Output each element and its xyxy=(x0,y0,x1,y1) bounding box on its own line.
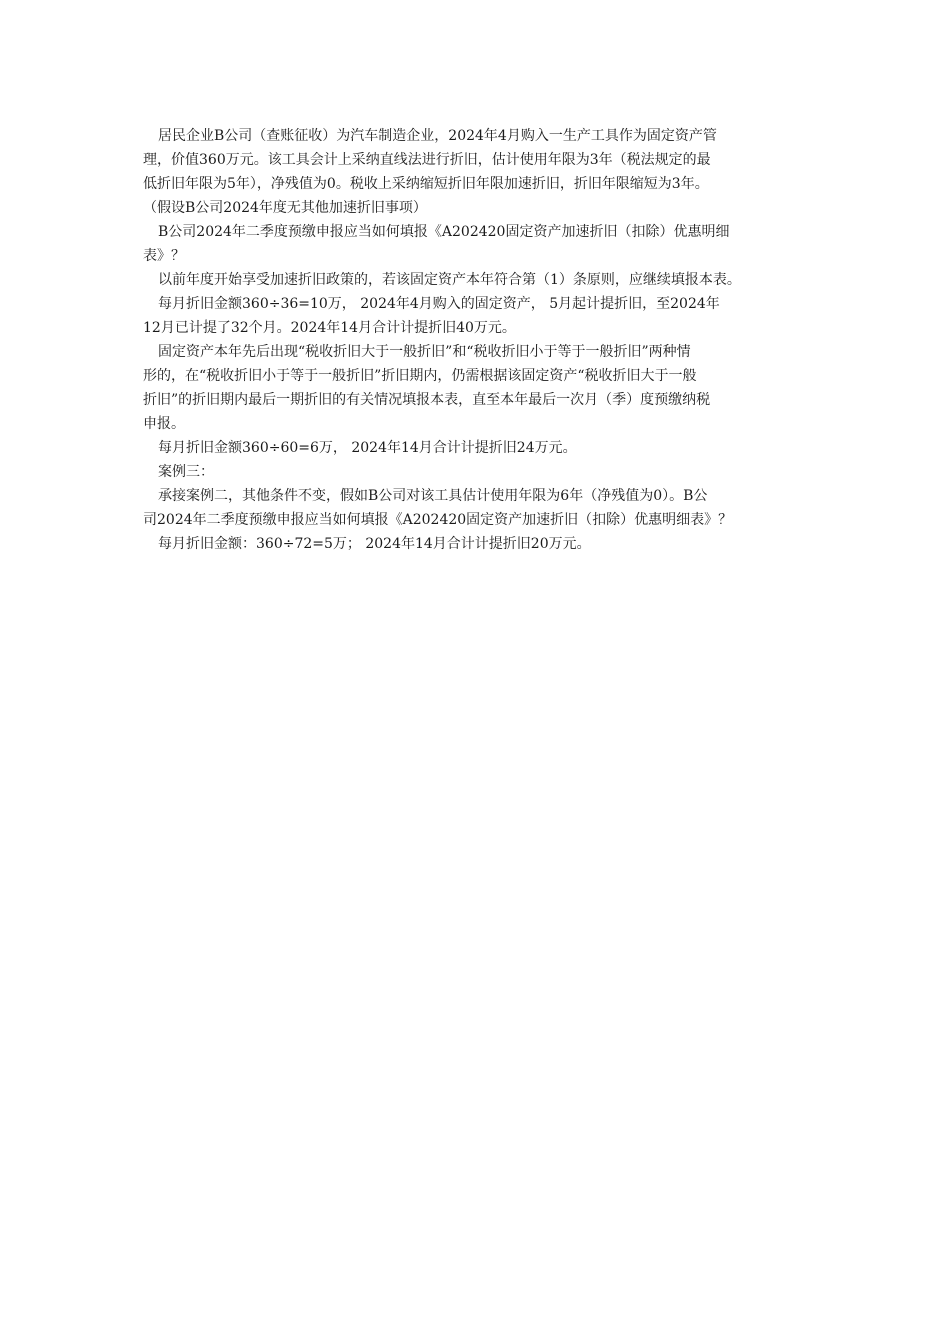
text-line-2: 理，价值360万元。该工具会计上采纳直线法进行折旧，估计使用年限为3年（税法规定的最 xyxy=(143,152,711,168)
text-line-10: 固定资产本年先后出现“税收折旧大于一般折旧”和“税收折旧小于等于一般折旧”两种情 xyxy=(158,344,691,360)
text-line-13: 申报。 xyxy=(143,416,185,432)
text-line-7: 以前年度开始享受加速折旧政策的，若该固定资产本年符合第（1）条原则，应继续填报本表。 xyxy=(158,272,741,288)
text-line-9: 12月已计提了32个月。2024年14月合计计提折旧40万元。 xyxy=(143,320,516,336)
text-line-16: 承接案例二，其他条件不变，假如B公司对该工具估计使用年限为6年（净残值为0）。B公 xyxy=(158,488,708,504)
text-line-3: 低折旧年限为5年），净残值为0。税收上采纳缩短折旧年限加速折旧，折旧年限缩短为3年。 xyxy=(143,176,709,192)
text-line-1: 居民企业B公司（查账征收）为汽车制造企业，2024年4月购入一生产工具作为固定资产管 xyxy=(158,128,717,144)
text-line-5: B公司2024年二季度预缴申报应当如何填报《A202420固定资产加速折旧（扣除）优惠明细 xyxy=(158,224,730,240)
text-line-15: 案例三： xyxy=(158,464,214,480)
text-line-18: 每月折旧金额：360÷72=5万； 2024年14月合计计提折旧20万元。 xyxy=(158,536,591,552)
text-line-17: 司2024年二季度预缴申报应当如何填报《A202420固定资产加速折旧（扣除）优惠明细表》？ xyxy=(143,512,733,528)
document-body xyxy=(143,124,833,556)
text-line-6: 表》？ xyxy=(143,248,185,264)
text-line-14: 每月折旧金额360÷60=6万， 2024年14月合计计提折旧24万元。 xyxy=(158,440,577,456)
text-line-8: 每月折旧金额360÷36=10万， 2024年4月购入的固定资产， 5月起计提折旧，至2024年 xyxy=(158,296,720,312)
text-line-4: （假设B公司2024年度无其他加速折旧事项） xyxy=(143,200,427,216)
text-line-11: 形的，在“税收折旧小于等于一般折旧”折旧期内，仍需根据该固定资产“税收折旧大于一般 xyxy=(143,368,697,384)
text-line-12: 折旧”的折旧期内最后一期折旧的有关情况填报本表，直至本年最后一次月（季）度预缴纳税 xyxy=(143,392,711,408)
